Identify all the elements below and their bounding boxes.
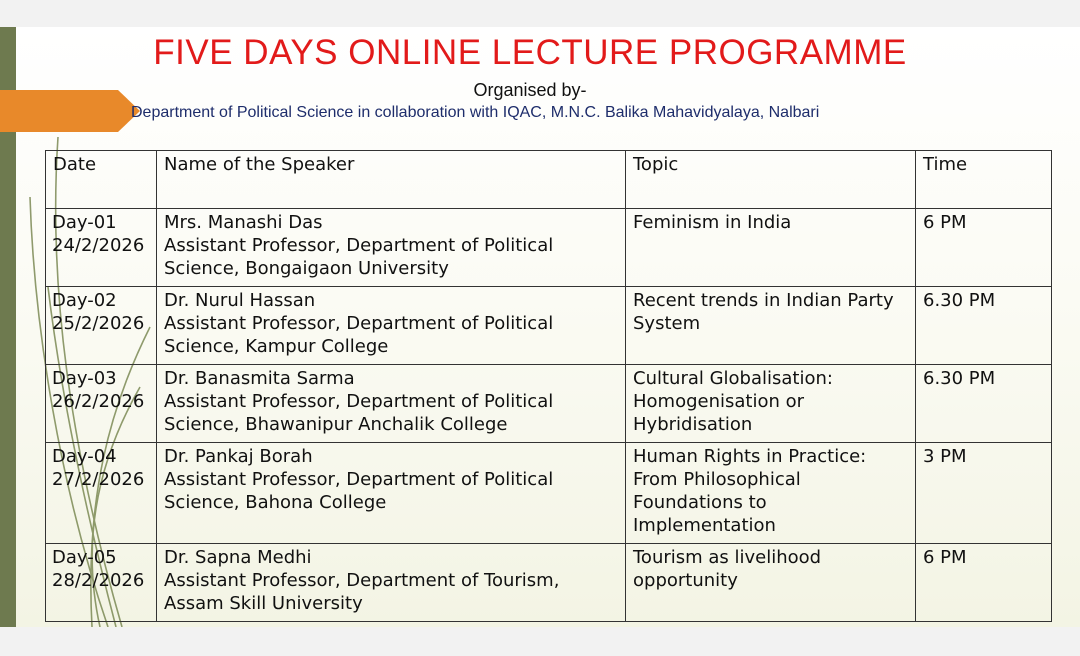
speaker-designation: Assistant Professor, Department of Political Science, Kampur College bbox=[164, 313, 554, 357]
column-header-time: Time bbox=[916, 151, 1052, 209]
date-value: 25/2/2026 bbox=[52, 313, 145, 334]
speaker-name: Dr. Banasmita Sarma bbox=[164, 368, 355, 389]
time-cell: 6.30 PM bbox=[916, 365, 1052, 443]
speaker-designation: Assistant Professor, Department of Political Science, Bahona College bbox=[164, 469, 554, 513]
topic-cell: Feminism in India bbox=[626, 209, 916, 287]
speaker-cell bbox=[157, 443, 626, 544]
speaker-name: Mrs. Manashi Das bbox=[164, 212, 323, 233]
speaker-designation: Assistant Professor, Department of Political Science, Bongaigaon University bbox=[164, 235, 554, 279]
date-value: 24/2/2026 bbox=[52, 235, 145, 256]
time-cell: 3 PM bbox=[916, 443, 1052, 544]
time-cell: 6 PM bbox=[916, 544, 1052, 622]
speaker-name: Dr. Nurul Hassan bbox=[164, 290, 316, 311]
topic-cell: Tourism as livelihood opportunity bbox=[626, 544, 916, 622]
topic-cell: Recent trends in Indian Party System bbox=[626, 287, 916, 365]
day-label: Day-05 bbox=[52, 547, 117, 568]
date-value: 27/2/2026 bbox=[52, 469, 145, 490]
topic-cell: Human Rights in Practice: From Philosophical Foundations to Implementation bbox=[626, 443, 916, 544]
day-label: Day-02 bbox=[52, 290, 117, 311]
date-value: 28/2/2026 bbox=[52, 570, 145, 591]
schedule-table bbox=[45, 150, 1052, 622]
time-cell: 6 PM bbox=[916, 209, 1052, 287]
table-row bbox=[46, 443, 1052, 544]
column-header-speaker: Name of the Speaker bbox=[157, 151, 626, 209]
table-row bbox=[46, 544, 1052, 622]
date-value: 26/2/2026 bbox=[52, 391, 145, 412]
date-cell bbox=[46, 209, 157, 287]
speaker-cell bbox=[157, 544, 626, 622]
speaker-designation: Assistant Professor, Department of Political Science, Bhawanipur Anchalik College bbox=[164, 391, 554, 435]
speaker-name: Dr. Sapna Medhi bbox=[164, 547, 312, 568]
day-label: Day-03 bbox=[52, 368, 117, 389]
topic-cell: Cultural Globalisation: Homogenisation or Hybridisation bbox=[626, 365, 916, 443]
date-cell bbox=[46, 443, 157, 544]
speaker-cell bbox=[157, 287, 626, 365]
day-label: Day-01 bbox=[52, 212, 117, 233]
speaker-cell bbox=[157, 365, 626, 443]
organised-by-label: Organised by- bbox=[473, 80, 587, 100]
table-header-row bbox=[46, 151, 1052, 209]
column-header-date: Date bbox=[46, 151, 157, 209]
organiser-department: Department of Political Science in collaboration with IQAC, M.N.C. Balika Mahavidyalaya, Nalbari bbox=[131, 104, 820, 121]
date-cell bbox=[46, 544, 157, 622]
orange-arrow-tab bbox=[0, 90, 140, 132]
date-cell bbox=[46, 365, 157, 443]
column-header-topic: Topic bbox=[626, 151, 916, 209]
page-title: FIVE DAYS ONLINE LECTURE PROGRAMME bbox=[153, 33, 907, 72]
table-row bbox=[46, 365, 1052, 443]
table-row bbox=[46, 287, 1052, 365]
speaker-cell bbox=[157, 209, 626, 287]
slide bbox=[0, 27, 1080, 627]
time-cell: 6.30 PM bbox=[916, 287, 1052, 365]
speaker-name: Dr. Pankaj Borah bbox=[164, 446, 313, 467]
speaker-designation: Assistant Professor, Department of Tourism, Assam Skill University bbox=[164, 570, 560, 614]
day-label: Day-04 bbox=[52, 446, 117, 467]
table-row bbox=[46, 209, 1052, 287]
date-cell bbox=[46, 287, 157, 365]
